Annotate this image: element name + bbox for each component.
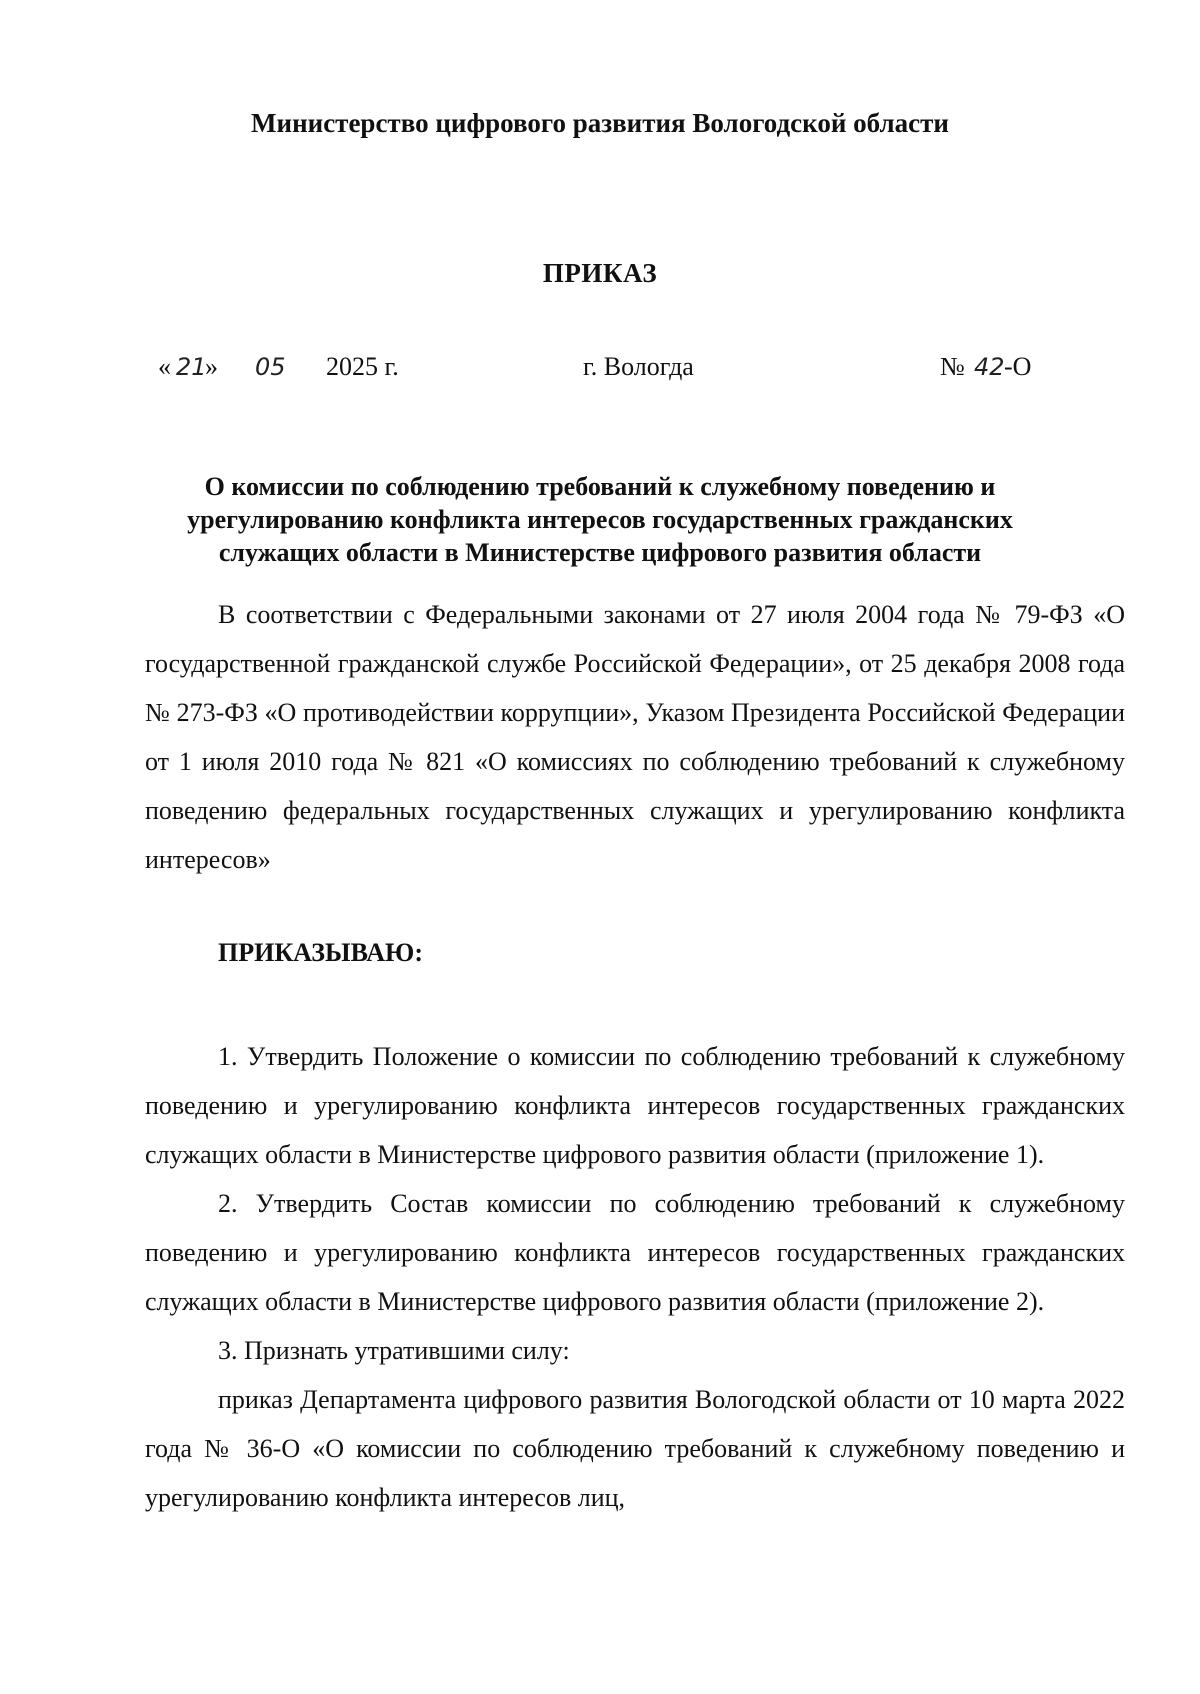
- title-line: служащих области в Министерстве цифрового развития области: [218, 538, 982, 567]
- order-title: [0, 470, 1200, 569]
- order-word: ПРИКАЗЫВАЮ:: [218, 938, 423, 967]
- date-month-handwritten: 05: [255, 353, 286, 381]
- preamble-block: [145, 590, 1125, 884]
- city: г. Вологда: [583, 352, 694, 381]
- number-prefix: №: [940, 352, 965, 381]
- item-paragraph: приказ Департамента цифрового развития Вологодской области от 10 марта 2022 года № 36-О «О комиссии по соблюдению требований к служебному поведению и урегулированию конфликта интересов лиц,: [145, 1385, 1125, 1512]
- number-handwritten: 42: [974, 353, 1005, 381]
- date-close-quote: »: [205, 352, 218, 381]
- item-paragraph: 3. Признать утратившими силу:: [218, 1336, 570, 1365]
- item-paragraph: 1. Утвердить Положение о комиссии по соблюдению требований к служебному поведению и урегулированию конфликта интересов государственных гражданских служащих области в Министерстве цифрового развития области (приложение 1).: [145, 1042, 1125, 1169]
- ministry-name: Министерство цифрового развития Вологодской области: [251, 108, 949, 138]
- number-suffix: -О: [1004, 352, 1032, 381]
- document-type: ПРИКАЗ: [542, 258, 658, 288]
- date-open-quote: «: [158, 352, 171, 381]
- date-line: [0, 352, 1200, 392]
- order-items: [145, 1032, 1125, 1522]
- title-line: О комиссии по соблюдению требований к служебному поведению и: [204, 472, 996, 501]
- title-line: урегулированию конфликта интересов государственных гражданских: [187, 505, 1013, 534]
- date-year: 2025 г.: [326, 352, 399, 381]
- preamble-paragraph: В соответствии с Федеральными законами от 27 июля 2004 года № 79-ФЗ «О государственной гражданской службе Российской Федерации», от 25 декабря 2008 года № 273-ФЗ «О противодействии коррупции», Указом Президента Российской Федерации от 1 июля 2010 года № 821 «О комиссиях по соблюдению требований к служебному поведению федеральных государственных служащих и урегулированию конфликта интересов»: [145, 600, 1125, 874]
- item-paragraph: 2. Утвердить Состав комиссии по соблюдению требований к служебному поведению и урегулированию конфликта интересов государственных гражданских служащих области в Министерстве цифрового развития области (приложение 2).: [145, 1189, 1125, 1316]
- date-day-handwritten: 21: [176, 353, 207, 381]
